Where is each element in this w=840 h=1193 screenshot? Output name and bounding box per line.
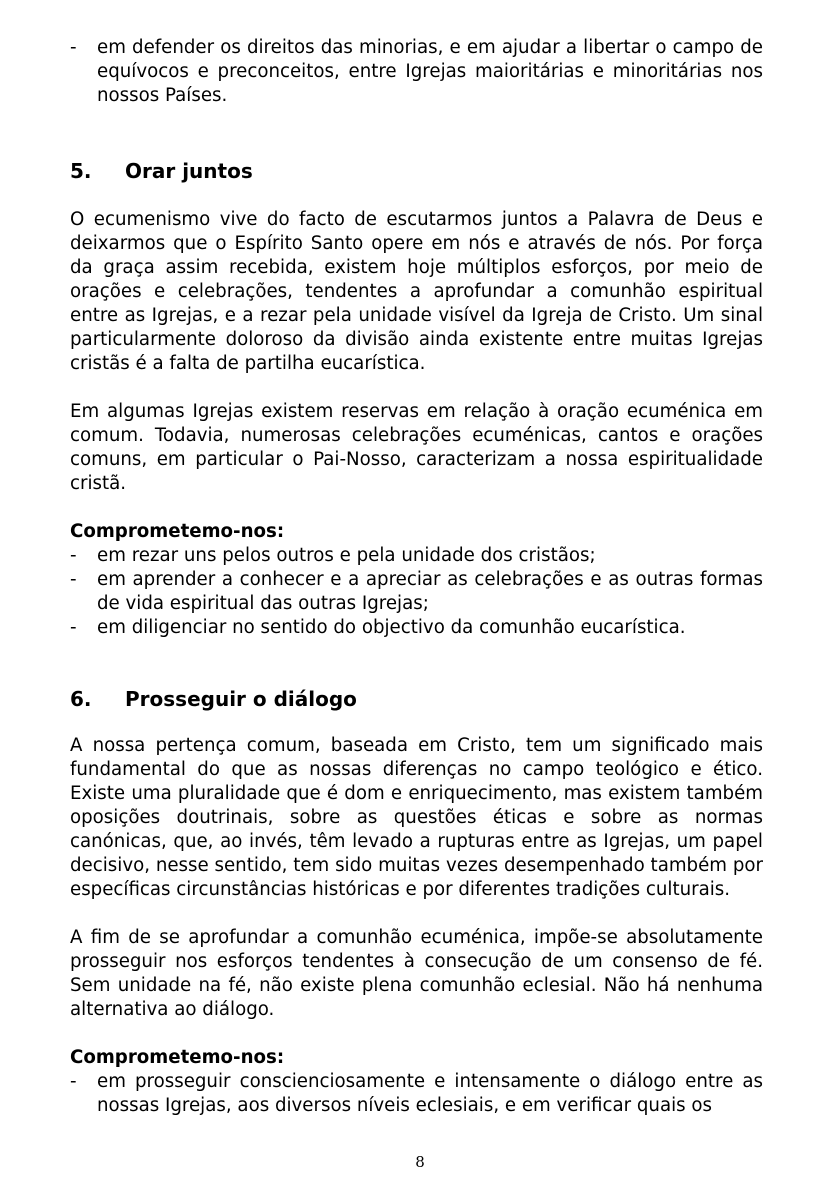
commitment-list: [70, 544, 763, 640]
list-item: [70, 36, 763, 108]
list-dash: -: [70, 1071, 77, 1092]
list-dash: -: [70, 569, 77, 590]
document-page: [70, 36, 763, 1118]
page-number: 8: [415, 1153, 425, 1171]
section-6-heading: [70, 686, 763, 712]
list-dash: -: [70, 617, 77, 638]
list-item-text: em diligenciar no sentido do objectivo da comunhão eucarística.: [97, 617, 686, 638]
section-5-heading: [70, 158, 763, 184]
section-title: Prosseguir o diálogo: [125, 687, 357, 711]
paragraph: O ecumenismo vive do facto de escutarmos juntos a Palavra de Deus e deixarmos que o Espírito Santo opere em nós e através de nós. Por força da graça assim recebida, existem hoje múltiplos esforços, por meio de orações e celebrações, tendentes a aprofundar a comunhão espiritual entre as Igrejas, e a rezar pela unidade visível da Igreja de Cristo. Um sinal particularmente doloroso da divisão ainda existente entre muitas Igrejas cristãs é a falta de partilha eucarística.: [70, 209, 763, 374]
commitment-list: [70, 1070, 763, 1118]
list-item: [70, 1070, 763, 1118]
list-item-text: em rezar uns pelos outros e pela unidade dos cristãos;: [97, 545, 596, 566]
commitment-label: Comprometemo-nos:: [70, 521, 285, 542]
list-item: [70, 568, 763, 616]
list-dash: -: [70, 37, 77, 58]
paragraph: A fim de se aprofundar a comunhão ecuménica, impõe-se absolutamente prosseguir nos esforços tendentes à consecução de um consenso de fé. Sem unidade na fé, não existe plena comunhão eclesial. Não há nenhuma alternativa ao diálogo.: [70, 927, 763, 1020]
list-item: [70, 544, 763, 568]
section-number: 5.: [70, 159, 92, 183]
section-number: 6.: [70, 687, 92, 711]
list-item-text: em aprender a conhecer e a apreciar as celebrações e as outras formas de vida espiritual das outras Igrejas;: [97, 569, 763, 614]
intro-list: [70, 36, 763, 108]
paragraph: Em algumas Igrejas existem reservas em relação à oração ecuménica em comum. Todavia, numerosas celebrações ecuménicas, cantos e orações comuns, em particular o Pai-Nosso, caracterizam a nossa espiritualidade cristã.: [70, 401, 763, 494]
list-item: [70, 616, 763, 640]
section-title: Orar juntos: [125, 159, 253, 183]
list-item-text: em prosseguir conscienciosamente e intensamente o diálogo entre as nossas Igrejas, aos diversos níveis eclesiais, e em verificar quais os: [97, 1071, 763, 1116]
paragraph: A nossa pertença comum, baseada em Cristo, tem um significado mais fundamental do que as nossas diferenças no campo teológico e ético. Existe uma pluralidade que é dom e enriquecimento, mas existem também oposições doutrinais, sobre as questões éticas e sobre as normas canónicas, que, ao invés, têm levado a rupturas entre as Igrejas, um papel decisivo, nesse sentido, tem sido muitas vezes desempenhado também por específicas circunstâncias históricas e por diferentes tradições culturais.: [70, 735, 763, 900]
list-dash: -: [70, 545, 77, 566]
list-item-text: em defender os direitos das minorias, e em ajudar a libertar o campo de equívocos e preconceitos, entre Igrejas maioritárias e minoritárias nos nossos Países.: [97, 37, 763, 106]
commitment-label: Comprometemo-nos:: [70, 1047, 285, 1068]
